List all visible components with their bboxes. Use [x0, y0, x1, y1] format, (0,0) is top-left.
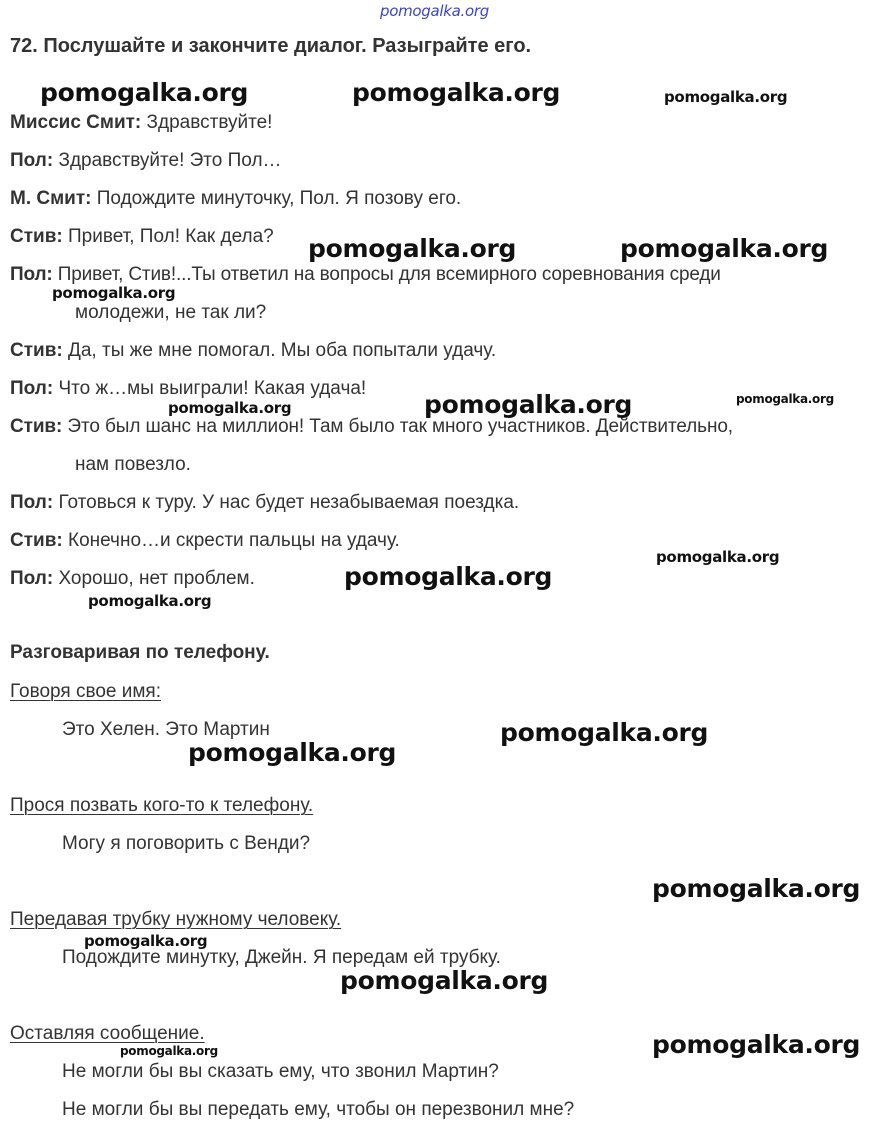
dialog-line	[10, 149, 282, 173]
dialog-text: Конечно…и скрести пальцы на удачу.	[62, 530, 400, 551]
speaker-name: Миссис Смит:	[10, 112, 142, 133]
speaker-name: Пол:	[10, 150, 54, 171]
speaker-name: Стив:	[10, 340, 63, 361]
watermark: pomogalka.org	[52, 284, 176, 302]
dialog-text: Это был шанс на миллион! Там было так много участников. Действительно,	[62, 416, 733, 437]
dialog-text: Да, ты же мне помогал. Мы оба попытали удачу.	[62, 340, 497, 361]
dialog-line	[10, 225, 274, 249]
phone-section-title: Разговаривая по телефону.	[10, 642, 270, 663]
dialog-text: Подождите минуточку, Пол. Я позову его.	[91, 188, 462, 209]
speaker-name: Пол:	[10, 492, 54, 513]
dialog-line	[10, 339, 496, 363]
speaker-name: Стив:	[10, 226, 63, 247]
dialog-line	[10, 187, 461, 211]
phone-subheading: Прося позвать кого-то к телефону.	[10, 795, 314, 816]
dialog-text: Хорошо, нет проблем.	[53, 568, 255, 589]
watermark: pomogalka.org	[736, 392, 834, 406]
phone-phrase: Подождите минутку, Джейн. Я передам ей трубку.	[62, 947, 501, 968]
dialog-text: Здравствуйте! Это Пол…	[53, 150, 282, 171]
watermark: pomogalka.org	[652, 1030, 861, 1059]
watermark: pomogalka.org	[652, 874, 861, 903]
watermark: pomogalka.org	[120, 1044, 218, 1058]
dialog-text: Привет, Стив!...Ты ответил на вопросы для всемирного соревнования среди	[52, 264, 721, 285]
dialog-text: Готовься к туру. У нас будет незабываемая поездка.	[53, 492, 520, 513]
speaker-name: М. Смит:	[10, 188, 92, 209]
speaker-name: Пол:	[10, 568, 54, 589]
watermark: pomogalka.org	[424, 390, 633, 419]
phone-phrase: Не могли бы вы передать ему, чтобы он перезвонил мне?	[62, 1099, 575, 1120]
watermark: pomogalka.org	[664, 88, 788, 106]
dialog-text: Что ж…мы выиграли! Какая удача!	[53, 378, 367, 399]
dialog-line	[10, 111, 272, 135]
watermark: pomogalka.org	[620, 234, 829, 263]
watermark: pomogalka.org	[188, 738, 397, 767]
exercise-title: 72. Послушайте и закончите диалог. Разыграйте его.	[10, 35, 532, 57]
speaker-name: Стив:	[10, 416, 63, 437]
dialog-continuation: нам повезло.	[75, 454, 191, 475]
watermark: pomogalka.org	[656, 548, 780, 566]
header-watermark: pomogalka.org	[380, 2, 489, 20]
dialog-text: Здравствуйте!	[141, 112, 273, 133]
dialog-line	[10, 529, 400, 553]
speaker-name: Стив:	[10, 530, 63, 551]
phone-subheading: Оставляя сообщение.	[10, 1023, 205, 1044]
watermark: pomogalka.org	[84, 932, 208, 950]
watermark: pomogalka.org	[344, 562, 553, 591]
watermark: pomogalka.org	[352, 78, 561, 107]
watermark: pomogalka.org	[40, 78, 249, 107]
watermark: pomogalka.org	[500, 718, 709, 747]
phone-subheading: Передавая трубку нужному человеку.	[10, 909, 342, 930]
watermark: pomogalka.org	[308, 234, 517, 263]
dialog-line	[10, 567, 255, 591]
dialog-continuation: молодежи, не так ли?	[75, 302, 267, 323]
speaker-name: Пол:	[10, 264, 53, 285]
speaker-name: Пол:	[10, 378, 54, 399]
watermark: pomogalka.org	[88, 592, 212, 610]
dialog-line	[10, 377, 366, 401]
watermark: pomogalka.org	[340, 966, 549, 995]
phone-phrase: Это Хелен. Это Мартин	[62, 719, 270, 740]
dialog-text: Привет, Пол! Как дела?	[62, 226, 274, 247]
phone-phrase: Не могли бы вы сказать ему, что звонил Мартин?	[62, 1061, 499, 1082]
phone-subheading: Говоря свое имя:	[10, 681, 161, 702]
dialog-line	[10, 491, 519, 515]
watermark: pomogalka.org	[168, 399, 292, 417]
phone-phrase: Могу я поговорить с Венди?	[62, 833, 311, 854]
